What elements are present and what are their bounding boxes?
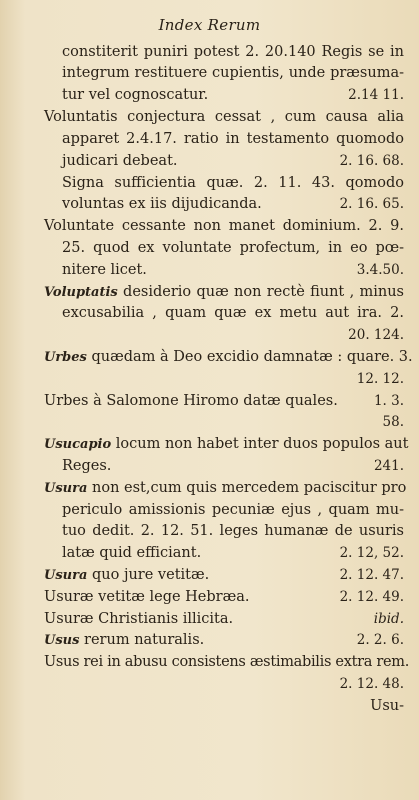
index-line [44, 652, 410, 672]
line-text: 25. quod ex voluntate profectum, in eo pœ- [62, 240, 404, 256]
index-line [62, 85, 404, 105]
line-text: integrum restituere cupientis, unde præsuma- [62, 65, 404, 81]
page-reference: 2. 12. 49. [339, 589, 404, 605]
index-line [62, 325, 404, 345]
index-line [44, 434, 409, 455]
line-text: tur vel cognoscatur. [62, 87, 209, 103]
index-keyword: Urbes [44, 350, 87, 365]
line-text: Usus rei in abusu consistens æstimabilis extra rem. [44, 654, 410, 670]
page-reference: 2. 16. 68. [339, 153, 404, 169]
index-line [62, 674, 404, 694]
line-text: apparet 2.4.17. ratio in testamento quomodo [62, 131, 404, 147]
index-keyword: Usura [44, 568, 88, 583]
index-line [62, 42, 404, 62]
index-line [62, 456, 404, 476]
index-line [44, 347, 413, 368]
index-line [44, 216, 404, 236]
index-line [44, 630, 404, 651]
page-reference: ibid. [373, 611, 404, 627]
catchword-text: Usu- [370, 698, 404, 714]
index-line [62, 194, 404, 214]
index-line [62, 521, 404, 541]
index-keyword: Usucapio [44, 437, 112, 452]
index-line [44, 478, 407, 499]
line-text: voluntas ex iis dijudicanda. [62, 196, 262, 212]
index-line [62, 543, 404, 563]
index-line [62, 303, 404, 323]
line-text: latæ quid efficiant. [62, 545, 202, 561]
page-reference: 1. 3. [373, 393, 404, 409]
index-line [62, 238, 404, 258]
line-text: Voluntatis conjectura cessat , cum causa alia [44, 109, 404, 125]
line-text: quo jure vetitæ. [92, 567, 210, 583]
line-text: judicari debeat. [62, 153, 178, 169]
running-header: Index Rerum [158, 16, 261, 34]
page-reference: 2. 12. 47. [339, 567, 404, 583]
catchword [62, 696, 404, 716]
index-line [44, 107, 404, 127]
line-text: rerum naturalis. [84, 632, 205, 648]
page-reference: 2. 2. 6. [356, 632, 404, 648]
index-line [44, 587, 404, 607]
line-text: Reges. [62, 458, 112, 474]
line-text: non est,cum quis mercedem paciscitur pro [92, 480, 407, 496]
line-text: excusabilia , quam quæ ex metu aut ira. 2. [62, 305, 404, 321]
index-line [62, 173, 404, 193]
line-text: Signa sufficientia quæ. 2. 11. 43. qomodo [62, 175, 404, 191]
page-reference: 2.14 11. [348, 87, 404, 103]
page-reference: 2. 12, 52. [339, 545, 404, 561]
index-line [44, 391, 404, 411]
index-line [62, 260, 404, 280]
index-line [62, 500, 404, 520]
line-text: quædam à Deo excidio damnatæ : quare. 3. [91, 349, 413, 365]
index-keyword: Usura [44, 481, 88, 496]
line-text: Usuræ Christianis illicita. [44, 611, 234, 627]
line-text: periculo amissionis pecuniæ ejus , quam mu- [62, 502, 404, 518]
index-line [62, 129, 404, 149]
index-line [62, 412, 404, 432]
page-reference: 3.4.50. [356, 262, 404, 278]
index-line [62, 151, 404, 171]
index-keyword: Voluptatis [44, 285, 118, 300]
page-reference: 58. [382, 414, 404, 430]
line-text: Usuræ vetitæ lege Hebræa. [44, 589, 250, 605]
index-line [62, 63, 404, 83]
index-line [44, 282, 404, 303]
line-text: locum non habet inter duos populos aut [115, 436, 409, 452]
index-line [44, 565, 404, 586]
page-reference: 2. 16. 65. [339, 196, 404, 212]
page-reference: 241. [373, 458, 404, 474]
page-reference: 2. 12. 48. [339, 676, 404, 692]
index-line [44, 609, 404, 629]
line-text: nitere licet. [62, 262, 147, 278]
line-text: constiterit puniri potest 2. 20.140 Regis se in [62, 44, 404, 60]
line-text: tuo dedit. 2. 12. 51. leges humanæ de usuris [62, 523, 404, 539]
page-reference: 12. 12. [356, 371, 404, 387]
index-keyword: Usus [44, 633, 80, 648]
line-text: desiderio quæ non rectè fiunt , minus [123, 284, 404, 300]
line-text: Voluntate cessante non manet dominium. 2. 9. [44, 218, 404, 234]
page-reference: 20. 124. [348, 327, 404, 343]
index-line [62, 369, 404, 389]
line-text: Urbes à Salomone Hiromo datæ quales. [44, 393, 338, 409]
